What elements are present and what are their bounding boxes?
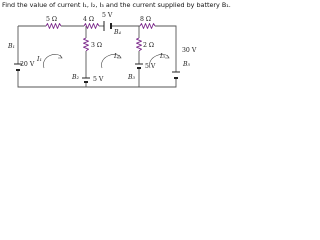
label-2ohm: 2 Ω xyxy=(143,42,155,49)
label-i3: I₃ xyxy=(160,53,165,60)
label-b3-name: B₃ xyxy=(128,74,136,81)
label-3ohm: 3 Ω xyxy=(91,42,103,49)
resistor-3ohm xyxy=(84,38,89,51)
label-8ohm: 8 Ω xyxy=(140,16,152,23)
label-i2: I₂ xyxy=(114,53,119,60)
battery-b2 xyxy=(82,78,90,82)
resistor-5ohm xyxy=(46,24,61,29)
label-b1-voltage: 20 V xyxy=(20,61,35,68)
resistor-2ohm xyxy=(137,38,142,51)
label-b4-voltage: 5 V xyxy=(102,12,113,19)
label-b4-name: B₄ xyxy=(114,29,122,36)
label-5ohm: 5 Ω xyxy=(46,16,58,23)
label-b5-name: B₅ xyxy=(183,61,191,68)
resistor-8ohm xyxy=(140,24,155,29)
battery-b4 xyxy=(104,21,111,31)
label-b1-name: B₁ xyxy=(8,43,16,50)
current-arrow-i1 xyxy=(43,54,62,68)
question-text: Find the value of current I₁, I₂, I₃ and the current supplied by battery B₁. xyxy=(2,1,231,9)
label-b2-name: B₂ xyxy=(72,74,80,81)
label-b2-voltage: 5 V xyxy=(93,76,104,83)
label-b3-voltage: 5 V xyxy=(145,63,156,70)
label-4ohm: 4 Ω xyxy=(83,16,95,23)
label-i1: I₁ xyxy=(37,56,42,63)
battery-b3 xyxy=(135,64,143,68)
circuit-diagram xyxy=(0,0,231,94)
label-b5-voltage: 30 V xyxy=(182,47,197,54)
battery-b5 xyxy=(172,72,180,78)
